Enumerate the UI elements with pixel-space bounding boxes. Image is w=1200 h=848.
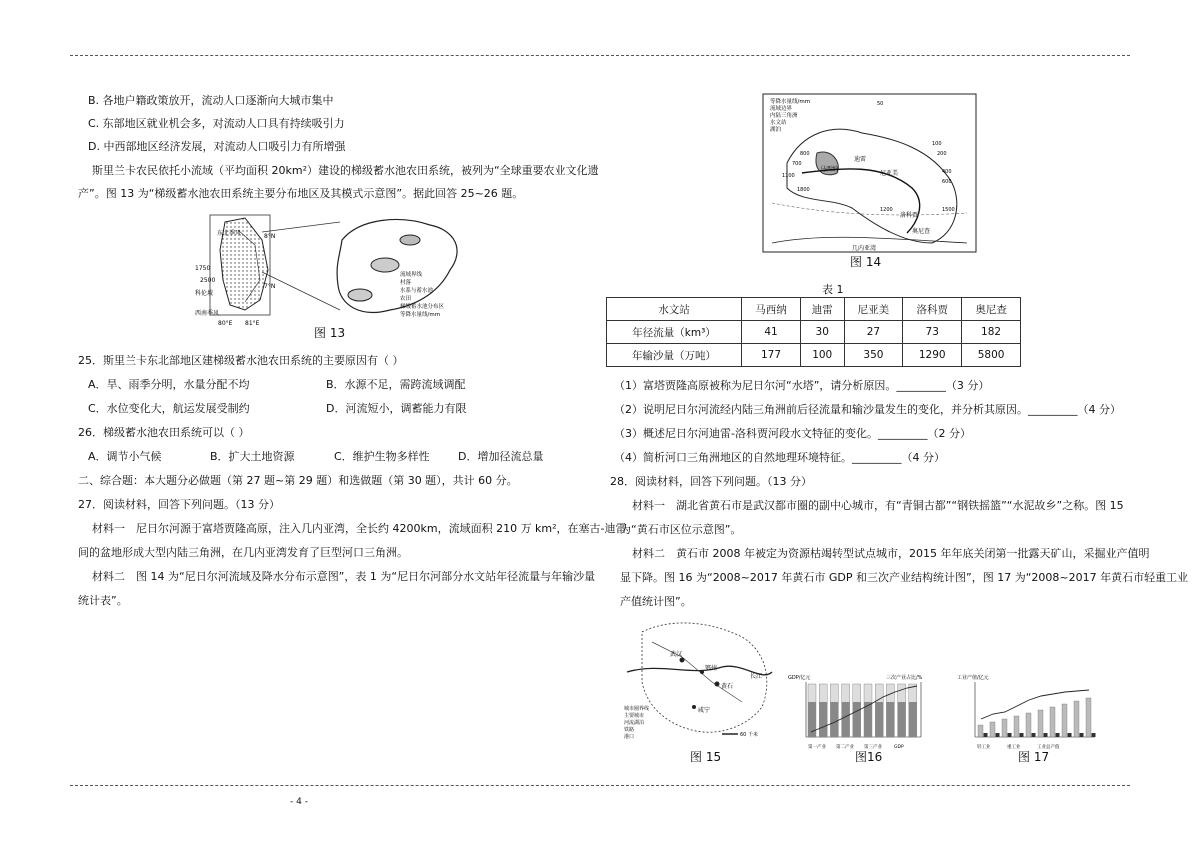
q28-material-2-line-1: 材料二 黄石市 2008 年被定为资源枯竭转型试点城市，2015 年年底关闭第一批露天矿山，采掘业产值明 [632,547,1150,560]
table-cell: 73 [903,321,962,344]
fig15-legend-1: 城市圈界线 [624,706,650,712]
q27-stem: 27．阅读材料，回答下列问题。（13 分） [78,498,280,511]
q26-option-a: A．调节小气候 [88,450,162,463]
fig17-bar [978,725,983,737]
fig17-bar-light [1068,733,1072,737]
fig15-legend-5: 港口 [624,734,635,740]
fig14-place-niamey: 尼亚美 [880,170,899,177]
fig15-place-huangshi: 黄石 [721,683,734,690]
q25-option-d: D．河流短小，调蓄能力有限 [326,402,467,415]
fig17-bar-light [1092,733,1096,737]
figure-13-caption: 图 13 [314,326,346,340]
fig13-label-2500: 2500 [200,277,216,284]
fig13-label-80e: 80°E [218,320,233,327]
table-cell: 年径流量（km³） [607,321,742,344]
fig17-bar-light [996,733,1000,737]
intro-line-2: 产”。图 13 为“梯级蓄水池农田系统主要分布地区及其模式示意图”。据此回答 25~26 题。 [78,187,524,200]
q25-stem: 25．斯里兰卡东北部地区建梯级蓄水池农田系统的主要原因有（ ） [78,354,404,367]
fig17-bar-light [1044,733,1048,737]
fig14-legend-4: 水文站 [770,120,787,126]
fig15-legend-3: 河流湖泊 [624,720,645,726]
fig17-bar [1002,719,1007,737]
fig14-legend-5: 湖泊 [770,127,782,133]
fig14-isohyet-700: 700 [792,161,802,167]
fig15-place-wuhan: 武汉 [670,651,683,658]
bottom-rule [70,785,1130,786]
q26-option-c: C．维护生物多样性 [334,450,430,463]
fig13-label-81e: 81°E [245,320,260,327]
fig17-bar-light [984,733,988,737]
table-row [607,344,1021,367]
fig14-isohyet-1100: 1100 [782,173,795,179]
intro-line-1: 斯里兰卡农民依托小流域（平均面积 20km²）建设的梯级蓄水池农田系统，被列为“全球重要农业文化遗 [92,164,599,177]
figure-14-map [762,93,977,253]
table-1 [606,297,1021,367]
fig17-bar [1038,710,1043,737]
table-cell: 100 [800,344,844,367]
table-header: 洛科贾 [903,298,962,321]
fig17-legend-3: 工业总产值 [1037,745,1060,750]
fig14-place-lokoja: 洛科贾 [900,212,919,219]
fig13-label-colombo: 科伦坡 [195,290,214,297]
table-cell: 27 [844,321,903,344]
fig13-label-8n: 8°N [264,233,276,240]
table-cell: 年输沙量（万吨） [607,344,742,367]
fig14-isohyet-50: 50 [877,101,884,107]
q28-material-1-line-1: 材料一 湖北省黄石市是武汉都市圈的副中心城市，有“青铜古都”“钢铁摇篮”“水泥故乡”之称。图 15 [632,499,1124,512]
table-row [607,321,1021,344]
fig16-bar-segment [830,702,838,737]
q27-part-3: （3）概述尼日尔河迪雷-洛科贾河段水文特征的变化。_________（2 分） [614,427,971,440]
fig16-bar-segment [886,702,894,737]
fig14-isohyet-1800: 1800 [797,187,810,193]
fig13-label-1750: 1750 [195,265,211,272]
q28-stem: 28．阅读材料，回答下列问题。（13 分） [610,475,812,488]
q28-material-2-line-2: 显下降。图 16 为“2008~2017 年黄石市 GDP 和三次产业结构统计图”，图 17 为“2008~2017 年黄石市轻重工业 [620,571,1189,584]
fig16-legend-3: 第三产业 [864,745,882,750]
fig14-isohyet-400: 400 [942,169,952,175]
fig14-legend-2: 流域边界 [770,106,793,112]
fig16-ylabel-right: 三次产业占比/% [886,675,923,681]
q28-material-1-line-2: 为“黄石市区位示意图”。 [620,523,742,536]
fig16-bar-segment [909,702,917,737]
q27-part-4: （4）简析河口三角洲地区的自然地理环境特征。_________（4 分） [614,451,945,464]
fig14-isohyet-600: 600 [942,179,952,185]
table-header: 马西纳 [742,298,801,321]
fig13-label-sw-monsoon: 西南季风 [195,310,220,317]
fig14-legend-1: 等降水量线/mm [770,99,811,105]
fig14-isohyet-1500: 1500 [942,207,955,213]
q25-option-c: C．水位变化大，航运发展受制约 [88,402,250,415]
fig16-bar-segment [819,702,827,737]
q25-option-a: A．旱、雨季分明，水量分配不均 [88,378,250,391]
fig17-legend-1: 轻工业 [977,745,991,750]
fig17-bar-light [1020,733,1024,737]
fig17-bar [1062,704,1067,737]
figure-13-map [190,210,490,328]
table-cell: 350 [844,344,903,367]
fig15-place-ezhou: 鄂州 [705,665,718,672]
figure-14-caption: 图 14 [850,255,882,269]
fig16-bar-segment [853,702,861,737]
q26-stem: 26．梯级蓄水池农田系统可以（ ） [78,426,250,439]
fig17-bar [990,722,995,737]
fig17-ylabel: 工业产值/亿元 [957,675,989,681]
fig17-bar [1074,701,1079,737]
fig14-isohyet-800: 800 [800,151,810,157]
table-header: 奥尼查 [962,298,1021,321]
fig15-legend-2: 主要城市 [624,713,645,719]
table-header: 迪雷 [800,298,844,321]
fig15-place-changjiang: 长江 [750,673,763,680]
fig13-legend-6: 等降水量线/mm [400,312,441,318]
q26-option-d: D．增加径流总量 [458,450,544,463]
fig17-bar-light [1032,733,1036,737]
fig16-bar-segment [898,702,906,737]
fig17-legend-2: 重工业 [1007,745,1021,750]
table-cell: 41 [742,321,801,344]
fig14-place-dire: 迪雷 [854,156,867,163]
table-cell: 30 [800,321,844,344]
fig13-legend-3: 水系与蓄水池 [400,288,434,294]
fig16-ylabel-left: GDP/亿元 [788,675,811,681]
fig14-isohyet-200: 200 [937,151,947,157]
fig16-legend-4: GDP [894,745,904,750]
fig17-bar-light [1056,733,1060,737]
fig14-isohyet-100: 100 [932,141,942,147]
q26-option-b: B．扩大土地资源 [210,450,295,463]
fig16-legend-2: 第二产业 [836,745,854,750]
fig14-place-gulf: 几内亚湾 [852,245,877,252]
fig17-bar-light [1008,733,1012,737]
figure-17-caption: 图 17 [1018,750,1050,764]
q27-material-1-line-2: 间的盆地形成大型内陆三角洲，在几内亚湾发育了巨型河口三角洲。 [78,546,408,559]
q27-material-1-line-1: 材料一 尼日尔河源于富塔贾隆高原，注入几内亚湾，全长约 4200km，流域面积 210 万 km²，在塞古-迪雷 [92,522,627,535]
fig16-legend-1: 第一产业 [808,745,826,750]
q27-material-2-line-2: 统计表”。 [78,594,128,607]
fig14-isohyet-1200: 1200 [880,207,893,213]
fig17-bar [1086,698,1091,737]
table-row [607,298,1021,321]
fig17-bar [1050,707,1055,737]
fig14-place-macina: 马西纳 [820,166,839,173]
q25-option-b: B．水源不足，需跨流域调配 [326,378,466,391]
table-1-caption: 表 1 [822,283,844,296]
top-rule [70,55,1130,56]
fig13-legend-2: 村落 [400,280,412,286]
table-cell: 182 [962,321,1021,344]
fig14-place-onitsha: 奥尼查 [912,228,931,235]
fig17-bar-light [1080,733,1084,737]
table-cell: 5800 [962,344,1021,367]
q27-material-2-line-1: 材料二 图 14 为“尼日尔河流域及降水分布示意图”，表 1 为“尼日尔河部分水文站年径流量与年输沙量 [92,570,596,583]
option-b-prev: B. 各地户籍政策放开，流动人口逐渐向大城市集中 [88,94,334,107]
page-number: - 4 - [290,797,308,807]
fig13-legend-5: 梯级蓄水池分布区 [400,304,445,310]
table-cell: 177 [742,344,801,367]
q28-material-2-line-3: 产值统计图”。 [620,595,692,608]
fig16-bar-segment [842,702,850,737]
figure-15-caption: 图 15 [690,750,722,764]
fig13-label-7n: 7°N [264,283,276,290]
fig17-bar [1026,713,1031,737]
option-c-prev: C. 东部地区就业机会多，对流动人口具有持续吸引力 [88,117,345,130]
table-header: 水文站 [607,298,742,321]
q27-part-2: （2）说明尼日尔河流经内陆三角洲前后径流量和输沙量发生的变化，并分析其原因。_________（4 分） [614,403,1121,416]
fig14-legend-3: 内陆三角洲 [770,113,798,119]
fig17-bar [1014,716,1019,737]
fig16-bar-segment [875,702,883,737]
fig15-legend-4: 铁路 [624,727,635,733]
table-cell: 1290 [903,344,962,367]
figure-16-chart [786,672,936,750]
fig15-place-xianning: 咸宁 [698,707,711,714]
fig15-scale: 60 千米 [740,732,758,738]
figure-15-map [622,612,777,747]
fig13-legend-4: 农田 [400,296,412,302]
q27-part-1: （1）富塔贾隆高原被称为尼日尔河“水塔”，请分析原因。_________（3 分） [614,379,990,392]
fig13-label-ne-monsoon: 东北季风 [217,230,242,237]
table-header: 尼亚美 [844,298,903,321]
section-2-heading: 二、综合题：本大题分必做题（第 27 题~第 29 题）和选做题（第 30 题），共计 60 分。 [78,474,518,487]
fig13-legend-1: 流域界线 [400,272,423,278]
figure-16-caption: 图16 [855,750,883,764]
figure-17-chart [955,672,1105,750]
option-d-prev: D. 中西部地区经济发展，对流动人口吸引力有所增强 [88,140,346,153]
